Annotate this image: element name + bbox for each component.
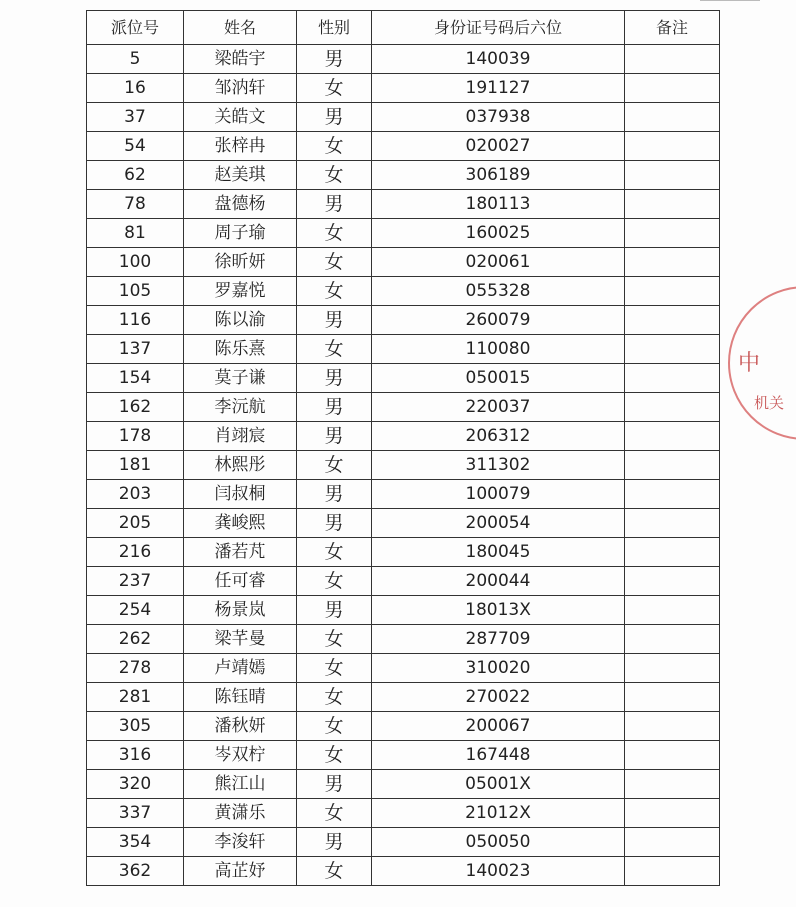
- cell-name: 杨景岚: [184, 596, 297, 625]
- table-row: [87, 132, 720, 161]
- table-row: [87, 422, 720, 451]
- header-no: 派位号: [87, 11, 184, 45]
- table-row: [87, 596, 720, 625]
- cell-no: 320: [87, 770, 184, 799]
- cell-sex: 男: [297, 103, 372, 132]
- table-row: [87, 393, 720, 422]
- cell-no: 105: [87, 277, 184, 306]
- cell-no: 281: [87, 683, 184, 712]
- cell-no: 116: [87, 306, 184, 335]
- cell-note: [625, 161, 720, 190]
- table-row: [87, 451, 720, 480]
- cell-id: 306189: [372, 161, 625, 190]
- cell-name: 张梓冉: [184, 132, 297, 161]
- cell-note: [625, 364, 720, 393]
- cell-no: 154: [87, 364, 184, 393]
- table-row: [87, 509, 720, 538]
- cell-name: 黄潇乐: [184, 799, 297, 828]
- cell-no: 354: [87, 828, 184, 857]
- cell-note: [625, 45, 720, 74]
- cell-name: 龚峻熙: [184, 509, 297, 538]
- cell-name: 梁皓宇: [184, 45, 297, 74]
- table-row: [87, 799, 720, 828]
- cell-sex: 女: [297, 219, 372, 248]
- table-row: [87, 277, 720, 306]
- cell-no: 262: [87, 625, 184, 654]
- cell-id: 180045: [372, 538, 625, 567]
- cell-name: 周子瑜: [184, 219, 297, 248]
- cell-no: 16: [87, 74, 184, 103]
- cell-sex: 男: [297, 596, 372, 625]
- cell-sex: 女: [297, 567, 372, 596]
- table-row: [87, 683, 720, 712]
- cell-sex: 女: [297, 857, 372, 886]
- cell-name: 李沅航: [184, 393, 297, 422]
- cell-name: 林熙彤: [184, 451, 297, 480]
- table-row: [87, 538, 720, 567]
- cell-sex: 女: [297, 248, 372, 277]
- cell-id: 287709: [372, 625, 625, 654]
- cell-name: 李浚轩: [184, 828, 297, 857]
- cell-note: [625, 828, 720, 857]
- cell-sex: 女: [297, 451, 372, 480]
- cell-name: 莫子谦: [184, 364, 297, 393]
- cell-no: 362: [87, 857, 184, 886]
- header-note: 备注: [625, 11, 720, 45]
- cell-sex: 男: [297, 364, 372, 393]
- table-row: [87, 74, 720, 103]
- cell-name: 陈钰晴: [184, 683, 297, 712]
- cell-note: [625, 596, 720, 625]
- table-row: [87, 161, 720, 190]
- cell-no: 81: [87, 219, 184, 248]
- cell-no: 162: [87, 393, 184, 422]
- cell-no: 178: [87, 422, 184, 451]
- cell-id: 050050: [372, 828, 625, 857]
- cell-note: [625, 741, 720, 770]
- cell-no: 216: [87, 538, 184, 567]
- cell-id: 020027: [372, 132, 625, 161]
- cell-sex: 女: [297, 161, 372, 190]
- cell-id: 310020: [372, 654, 625, 683]
- table-row: [87, 567, 720, 596]
- cell-sex: 女: [297, 335, 372, 364]
- cell-note: [625, 422, 720, 451]
- table-row: [87, 828, 720, 857]
- cell-no: 100: [87, 248, 184, 277]
- table-row: [87, 45, 720, 74]
- table-row: [87, 335, 720, 364]
- table-row: [87, 770, 720, 799]
- table-row: [87, 103, 720, 132]
- cell-no: 137: [87, 335, 184, 364]
- cell-note: [625, 509, 720, 538]
- cell-no: 54: [87, 132, 184, 161]
- cell-sex: 女: [297, 132, 372, 161]
- cell-name: 岑双柠: [184, 741, 297, 770]
- cell-sex: 女: [297, 654, 372, 683]
- cell-no: 237: [87, 567, 184, 596]
- cell-name: 陈以渝: [184, 306, 297, 335]
- cell-note: [625, 74, 720, 103]
- cell-note: [625, 277, 720, 306]
- cell-name: 罗嘉悦: [184, 277, 297, 306]
- cell-id: 100079: [372, 480, 625, 509]
- cell-sex: 男: [297, 306, 372, 335]
- cell-sex: 男: [297, 422, 372, 451]
- cell-name: 邹汭轩: [184, 74, 297, 103]
- cell-note: [625, 625, 720, 654]
- header-id: 身份证号码后六位: [372, 11, 625, 45]
- cell-id: 055328: [372, 277, 625, 306]
- cell-sex: 男: [297, 480, 372, 509]
- cell-name: 熊江山: [184, 770, 297, 799]
- table-row: [87, 219, 720, 248]
- cell-id: 020061: [372, 248, 625, 277]
- cell-name: 盘德杨: [184, 190, 297, 219]
- cell-no: 62: [87, 161, 184, 190]
- cell-id: 160025: [372, 219, 625, 248]
- cell-no: 305: [87, 712, 184, 741]
- table-row: [87, 741, 720, 770]
- seal-text-bottom: 机关: [754, 394, 785, 412]
- cell-note: [625, 683, 720, 712]
- cell-no: 337: [87, 799, 184, 828]
- cell-id: 140023: [372, 857, 625, 886]
- cell-name: 潘若芃: [184, 538, 297, 567]
- cell-note: [625, 567, 720, 596]
- cell-no: 205: [87, 509, 184, 538]
- cell-name: 任可睿: [184, 567, 297, 596]
- cell-id: 191127: [372, 74, 625, 103]
- cell-id: 050015: [372, 364, 625, 393]
- cell-note: [625, 335, 720, 364]
- cell-name: 肖翊宸: [184, 422, 297, 451]
- cell-sex: 女: [297, 277, 372, 306]
- cell-sex: 女: [297, 538, 372, 567]
- cell-note: [625, 306, 720, 335]
- cell-sex: 女: [297, 74, 372, 103]
- cell-sex: 男: [297, 828, 372, 857]
- table-row: [87, 625, 720, 654]
- cell-sex: 男: [297, 190, 372, 219]
- cell-id: 220037: [372, 393, 625, 422]
- cell-id: 167448: [372, 741, 625, 770]
- cell-no: 37: [87, 103, 184, 132]
- table-row: [87, 190, 720, 219]
- cell-no: 181: [87, 451, 184, 480]
- cell-name: 徐昕妍: [184, 248, 297, 277]
- table-row: [87, 712, 720, 741]
- cell-sex: 女: [297, 712, 372, 741]
- table-row: [87, 857, 720, 886]
- cell-id: 18013X: [372, 596, 625, 625]
- table-row: [87, 248, 720, 277]
- roster-table: [86, 10, 720, 886]
- cell-note: [625, 248, 720, 277]
- cell-sex: 女: [297, 683, 372, 712]
- cell-note: [625, 103, 720, 132]
- header-sex: 性别: [297, 11, 372, 45]
- cell-no: 203: [87, 480, 184, 509]
- cell-id: 311302: [372, 451, 625, 480]
- cell-id: 200067: [372, 712, 625, 741]
- cell-no: 278: [87, 654, 184, 683]
- cell-id: 260079: [372, 306, 625, 335]
- cell-note: [625, 770, 720, 799]
- cell-sex: 女: [297, 799, 372, 828]
- table-row: [87, 306, 720, 335]
- cell-name: 闫叔桐: [184, 480, 297, 509]
- cell-note: [625, 857, 720, 886]
- table-row: [87, 364, 720, 393]
- cell-note: [625, 219, 720, 248]
- cell-sex: 男: [297, 393, 372, 422]
- cell-id: 206312: [372, 422, 625, 451]
- cell-note: [625, 712, 720, 741]
- cell-id: 037938: [372, 103, 625, 132]
- cell-no: 78: [87, 190, 184, 219]
- cell-note: [625, 451, 720, 480]
- top-rule: [700, 0, 760, 1]
- cell-id: 110080: [372, 335, 625, 364]
- cell-note: [625, 538, 720, 567]
- cell-note: [625, 654, 720, 683]
- cell-name: 高芷妤: [184, 857, 297, 886]
- cell-no: 5: [87, 45, 184, 74]
- cell-name: 赵美琪: [184, 161, 297, 190]
- cell-name: 梁芊曼: [184, 625, 297, 654]
- cell-id: 270022: [372, 683, 625, 712]
- cell-name: 关皓文: [184, 103, 297, 132]
- cell-name: 卢靖嫣: [184, 654, 297, 683]
- cell-note: [625, 393, 720, 422]
- cell-sex: 男: [297, 770, 372, 799]
- cell-id: 200044: [372, 567, 625, 596]
- cell-id: 200054: [372, 509, 625, 538]
- table-row: [87, 480, 720, 509]
- cell-name: 潘秋妍: [184, 712, 297, 741]
- cell-note: [625, 132, 720, 161]
- cell-id: 180113: [372, 190, 625, 219]
- cell-no: 254: [87, 596, 184, 625]
- cell-note: [625, 190, 720, 219]
- table-row: [87, 654, 720, 683]
- header-name: 姓名: [184, 11, 297, 45]
- roster-body: [87, 45, 720, 886]
- seal-text-top: 中: [738, 351, 761, 376]
- cell-id: 05001X: [372, 770, 625, 799]
- cell-id: 140039: [372, 45, 625, 74]
- cell-sex: 男: [297, 45, 372, 74]
- cell-note: [625, 799, 720, 828]
- cell-sex: 女: [297, 741, 372, 770]
- header-row: [87, 11, 720, 45]
- cell-note: [625, 480, 720, 509]
- cell-no: 316: [87, 741, 184, 770]
- cell-id: 21012X: [372, 799, 625, 828]
- cell-sex: 女: [297, 625, 372, 654]
- cell-sex: 男: [297, 509, 372, 538]
- cell-name: 陈乐熹: [184, 335, 297, 364]
